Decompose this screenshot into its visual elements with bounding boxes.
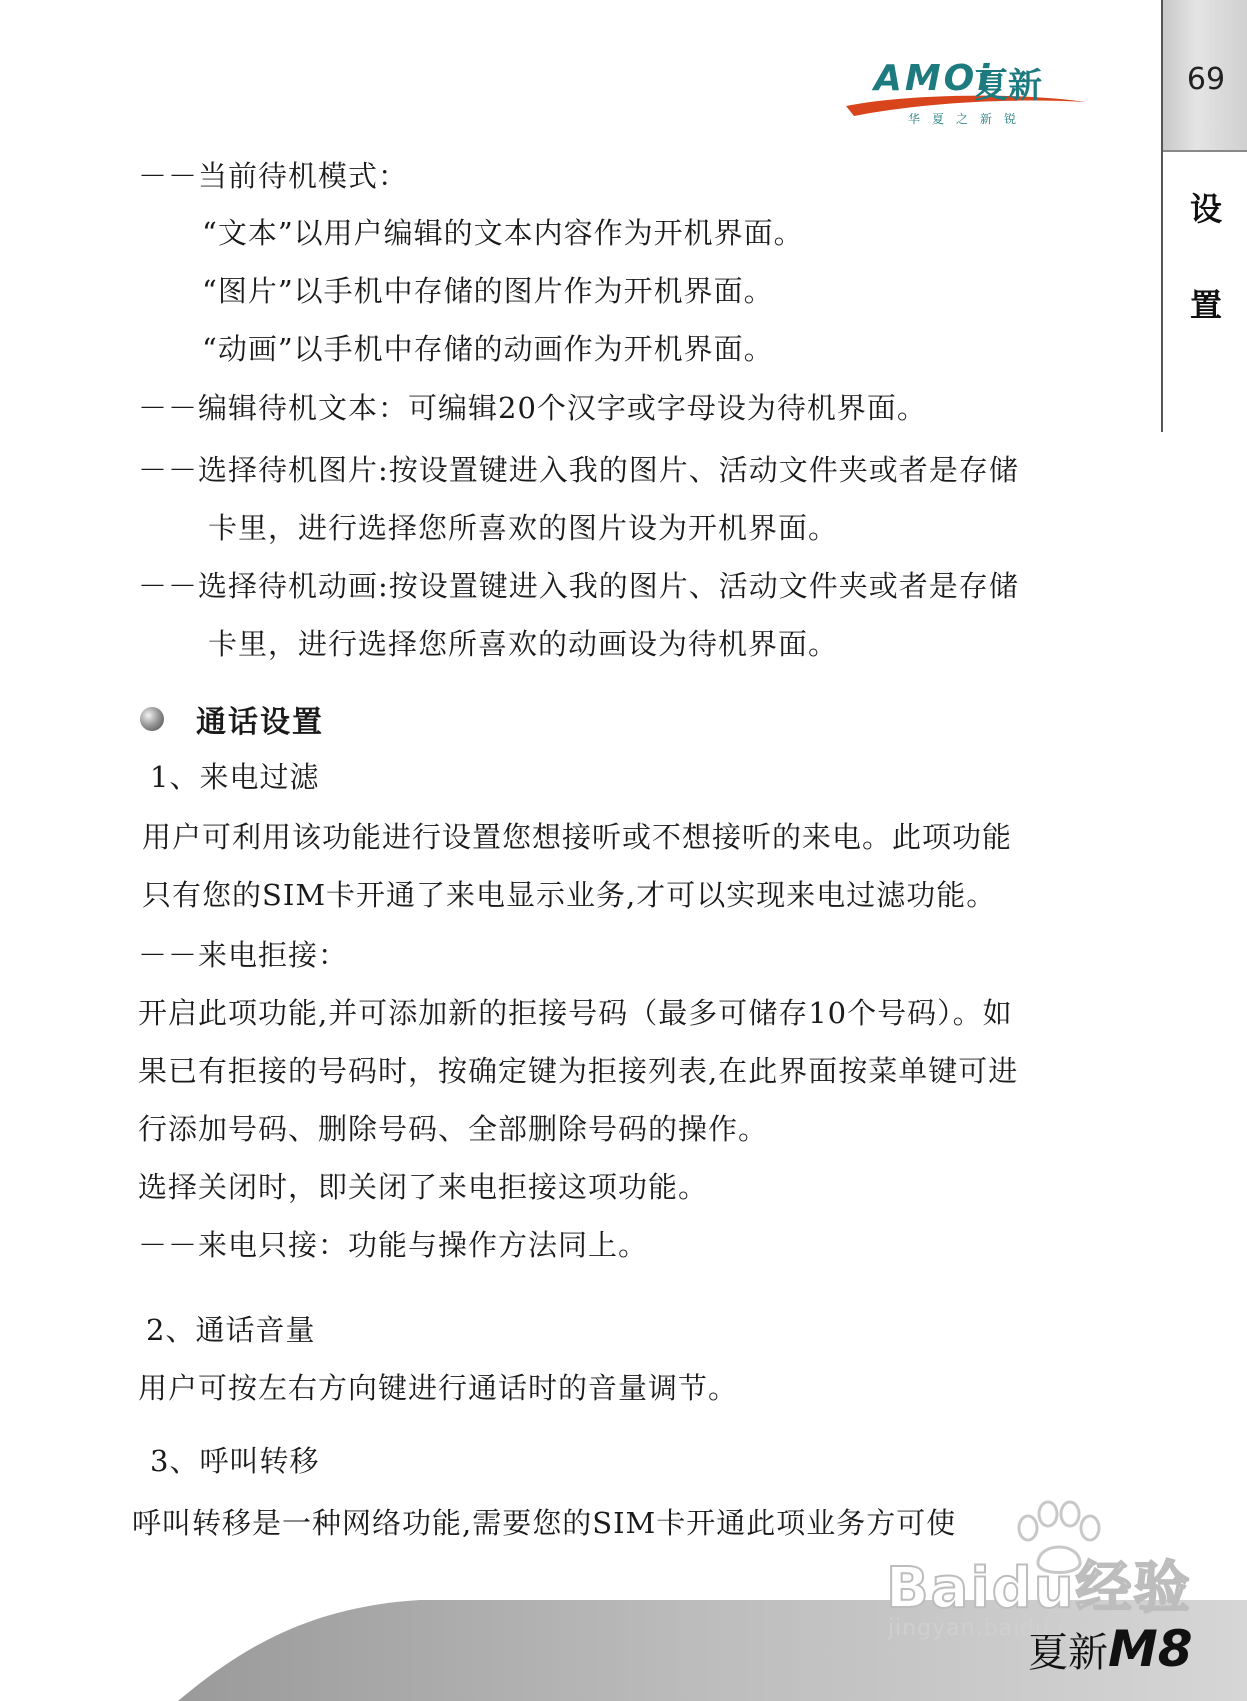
logo-brand: AMOi bbox=[874, 58, 993, 99]
section-tab-char-1: 设 bbox=[1189, 190, 1222, 228]
text-line-picture-option: “图片”以手机中存储的图片作为开机界面。 bbox=[202, 274, 774, 308]
text-line-reject-desc-3: 行添加号码、删除号码、全部删除号码的操作。 bbox=[138, 1112, 769, 1146]
footer-model: M8 bbox=[1108, 1620, 1193, 1678]
baidu-watermark bbox=[880, 1500, 1210, 1640]
text-line-filter-desc-1: 用户可利用该功能进行设置您想接听或不想接听的来电。此项功能 bbox=[142, 820, 1013, 854]
subheading-call-volume: 2、通话音量 bbox=[146, 1313, 316, 1347]
text-line-volume-desc: 用户可按左右方向键进行通话时的音量调节。 bbox=[138, 1371, 739, 1405]
bullet-icon bbox=[140, 707, 164, 731]
subheading-call-forward: 3、呼叫转移 bbox=[150, 1444, 320, 1478]
logo-brand-cn: 夏新 bbox=[974, 66, 1042, 106]
watermark-url: jingyan.baidu.com bbox=[888, 1616, 1109, 1641]
section-tab-char-2: 置 bbox=[1189, 286, 1222, 324]
text-line-standby-mode: －－当前待机模式： bbox=[138, 159, 409, 193]
text-line-call-accept-only: －－来电只接：功能与操作方法同上。 bbox=[138, 1228, 649, 1262]
watermark-text: Baidu经验 bbox=[886, 1556, 1192, 1621]
footer-brand-cn: 夏新 bbox=[1028, 1630, 1108, 1676]
text-line-reject-desc-1: 开启此项功能,并可添加新的拒接号码（最多可储存10个号码）。如 bbox=[138, 996, 1013, 1030]
amoi-logo bbox=[846, 52, 1086, 132]
logo-slogan: 华夏之新锐 bbox=[908, 112, 1029, 126]
side-tab bbox=[1161, 0, 1247, 432]
footer-brand bbox=[1028, 1620, 1193, 1678]
text-line-select-standby-picture-cont: 卡里，进行选择您所喜欢的图片设为开机界面。 bbox=[208, 511, 839, 545]
subheading-call-filter: 1、来电过滤 bbox=[150, 760, 320, 794]
text-line-select-standby-picture: －－选择待机图片:按设置键进入我的图片、活动文件夹或者是存储 bbox=[138, 453, 1019, 487]
text-line-select-standby-animation-cont: 卡里，进行选择您所喜欢的动画设为待机界面。 bbox=[208, 627, 839, 661]
text-line-reject-desc-2: 果已有拒接的号码时，按确定键为拒接列表,在此界面按菜单键可进 bbox=[138, 1054, 1019, 1088]
text-line-text-option: “文本”以用户编辑的文本内容作为开机界面。 bbox=[202, 216, 804, 250]
section-heading-text: 通话设置 bbox=[196, 705, 324, 740]
text-line-call-reject: －－来电拒接： bbox=[138, 938, 349, 972]
section-heading bbox=[140, 697, 324, 741]
text-line-animation-option: “动画”以手机中存储的动画作为开机界面。 bbox=[202, 332, 774, 366]
text-line-select-standby-animation: －－选择待机动画:按设置键进入我的图片、活动文件夹或者是存储 bbox=[138, 569, 1019, 603]
page-number-box bbox=[1163, 0, 1247, 152]
page-number: 69 bbox=[1186, 62, 1226, 97]
text-line-edit-standby-text: －－编辑待机文本：可编辑20个汉字或字母设为待机界面。 bbox=[138, 391, 927, 425]
text-line-filter-desc-2: 只有您的SIM卡开通了来电显示业务,才可以实现来电过滤功能。 bbox=[142, 878, 997, 912]
text-line-reject-off: 选择关闭时，即关闭了来电拒接这项功能。 bbox=[138, 1170, 709, 1204]
text-line-forward-desc: 呼叫转移是一种网络功能,需要您的SIM卡开通此项业务方可使 bbox=[132, 1506, 957, 1540]
